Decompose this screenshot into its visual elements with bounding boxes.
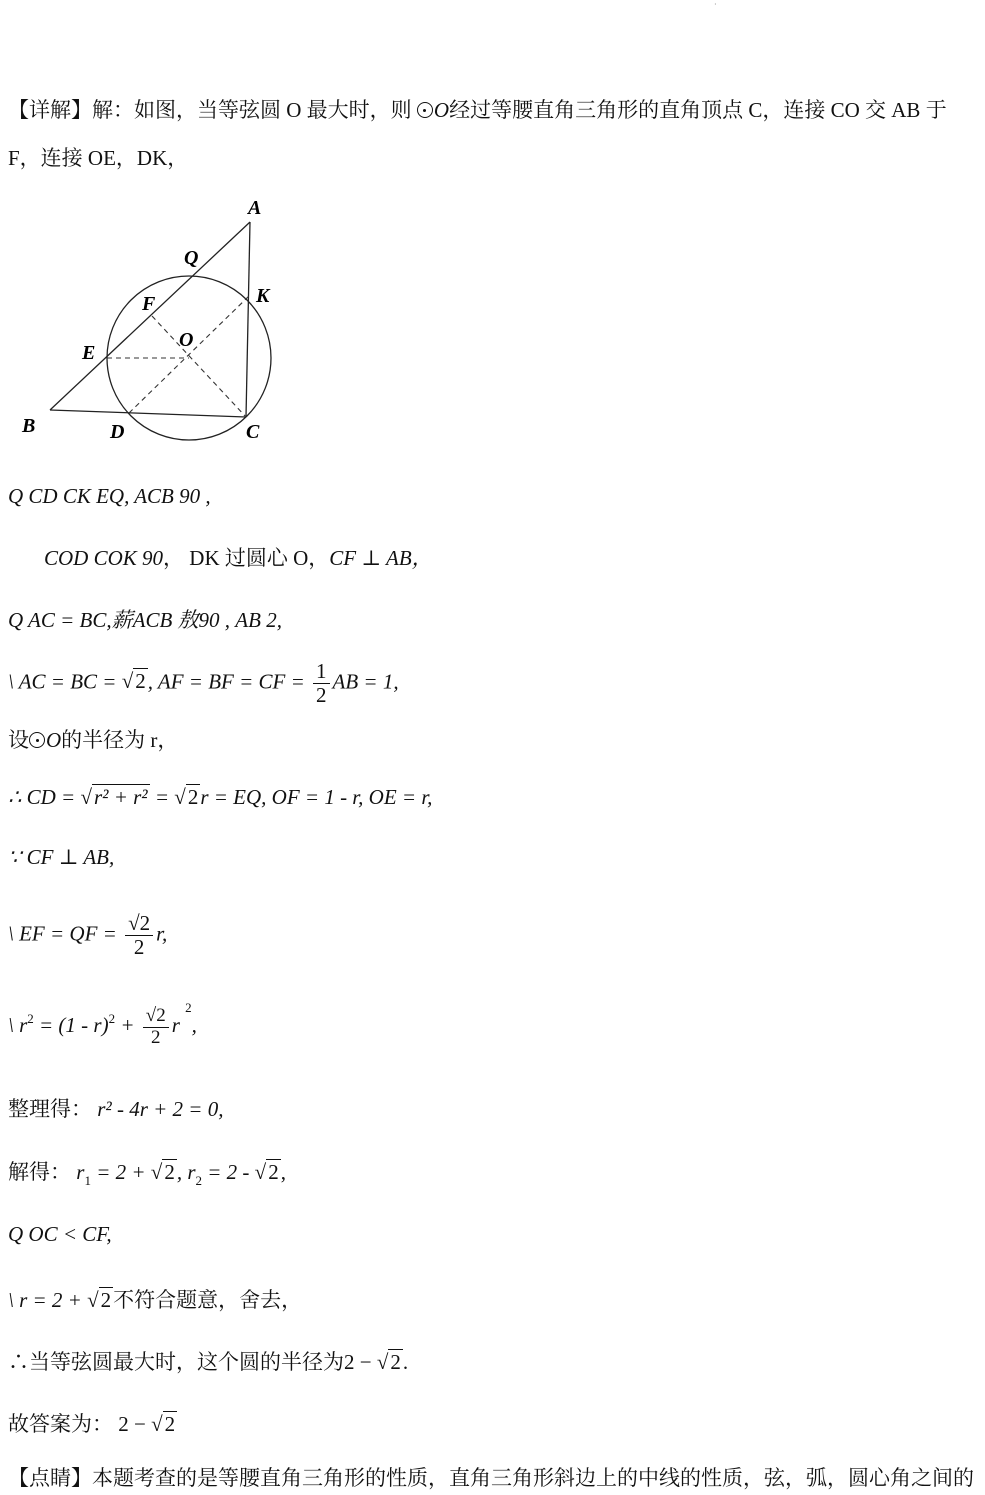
detail-line-2: F，连接 OE，DK，	[8, 146, 189, 170]
step-12: Q OC < CF,	[8, 1222, 112, 1246]
brace-fraction: $\frac{√2}{2}$	[143, 1006, 169, 1049]
figure-label-a: A	[248, 197, 262, 219]
geometry-figure	[14, 188, 284, 448]
figure-label-c: C	[246, 421, 260, 443]
step-8-post: r,	[156, 921, 168, 946]
step-6-post: r = EQ, OF = 1 - r, OE = r,	[200, 785, 433, 809]
step-5-pre: 设	[8, 728, 29, 752]
circle-o-label: O	[433, 98, 450, 122]
comment-tag: 【点睛】	[8, 1466, 92, 1490]
step-10	[8, 1097, 223, 1122]
step-6	[8, 785, 432, 810]
step-8	[8, 912, 167, 959]
step-6-pre: ∴ CD =	[8, 785, 81, 809]
figure-label-f: F	[142, 293, 156, 315]
step-15	[8, 1412, 177, 1437]
figure-label-b: B	[22, 415, 36, 437]
step-14-val: 2 −	[344, 1350, 377, 1374]
figure-label-e: E	[82, 342, 96, 364]
step-5-post: 的半径为 r，	[61, 728, 179, 752]
segment-ac	[246, 222, 250, 417]
detail-tag: 【详解】	[8, 98, 92, 122]
sqrt-symbol: √2	[121, 669, 146, 694]
comment-text: 本题考查的是等腰直角三角形的性质，直角三角形斜边上的中线的性质，弦，弧，圆心角之间的	[92, 1466, 974, 1490]
circle-dot-symbol	[417, 102, 433, 118]
sqrt-symbol: √2	[87, 1288, 112, 1312]
step-9-pre: \ r	[8, 1013, 28, 1037]
page-mark: ·	[714, 0, 717, 9]
step-10-eq: r² - 4r + 2 = 0,	[97, 1097, 224, 1121]
step-4-post: AB = 1,	[332, 669, 399, 694]
step-14-pre: ∴当等弦圆最大时，这个圆的半径为	[8, 1350, 344, 1374]
step-4	[8, 660, 399, 707]
step-9: \ $r^2 = (1 - r)^2$ + $\frac{√2}{2}$ r $^2$,	[8, 1000, 197, 1048]
step-9-exp: 2	[185, 1000, 192, 1015]
detail-line-1	[8, 98, 947, 123]
step-11-pre: 解得：	[8, 1160, 71, 1184]
step-2	[44, 546, 433, 571]
dashed-fc	[152, 316, 246, 417]
figure-label-o: O	[179, 329, 194, 351]
segment-bc	[50, 410, 246, 417]
figure-label-q: Q	[184, 247, 199, 269]
sqrt-symbol: √2	[254, 1160, 279, 1184]
fraction-root2-over-2: $\frac{√2}{2}$	[125, 912, 153, 959]
step-4-mid: , AF = BF = CF =	[147, 669, 311, 694]
step-6-mid: =	[149, 785, 175, 809]
step-13-pre: \ r = 2 +	[8, 1288, 88, 1312]
step-7: ∵ CF ⊥ AB,	[8, 845, 115, 869]
comment-line	[8, 1466, 974, 1491]
fraction-half: $\frac{1}{2}$	[313, 660, 330, 707]
segment-ba	[50, 222, 250, 410]
step-4-pre: \ AC = BC =	[8, 669, 122, 694]
figure-label-d: D	[110, 421, 125, 443]
step-14: ∴当等弦圆最大时，这个圆的半径为2 − √2.	[8, 1350, 409, 1374]
step-15-pre: 故答案为：	[8, 1412, 113, 1436]
step-2-angles: COD COK 90	[44, 546, 164, 570]
step-9-post: r	[171, 1013, 180, 1037]
step-5-o: O	[46, 728, 62, 752]
step-5	[8, 728, 178, 753]
step-2-perp: CF ⊥ AB，	[329, 546, 433, 570]
sqrt-symbol: √2	[150, 1160, 175, 1184]
step-9-mid: = (1 - r)	[33, 1013, 109, 1037]
sqrt-symbol: √2	[376, 1350, 401, 1374]
step-8-pre: \ EF = QF =	[8, 921, 123, 946]
step-3: Q AC = BC,薪ACB 敖90 , AB 2,	[8, 608, 282, 632]
step-11: 解得： $r_1 = 2 + √2$, $r_2 = 2 - √2$,	[8, 1160, 286, 1188]
figure-label-k: K	[256, 285, 270, 307]
detail-text-1b: 经过等腰直角三角形的直角顶点 C，连接 CO 交 AB 于	[449, 98, 947, 122]
sqrt-symbol: √2	[174, 785, 199, 809]
circle-dot-symbol	[29, 732, 45, 748]
sqrt-symbol: √2	[151, 1412, 176, 1436]
step-13	[8, 1288, 302, 1313]
step-2-dk: ， DK 过圆心 O，	[163, 546, 330, 570]
sqrt-symbol: √r² + r²	[80, 785, 148, 809]
step-13-post: 不符合题意，舍去，	[113, 1288, 303, 1312]
detail-text-1: 解：如图，当等弦圆 O 最大时，则	[92, 98, 412, 122]
answer-value: 2 −	[118, 1412, 152, 1436]
step-10-pre: 整理得：	[8, 1097, 92, 1121]
step-1: Q CD CK EQ, ACB 90 ,	[8, 484, 211, 508]
step-9-end: ,	[191, 1013, 197, 1037]
